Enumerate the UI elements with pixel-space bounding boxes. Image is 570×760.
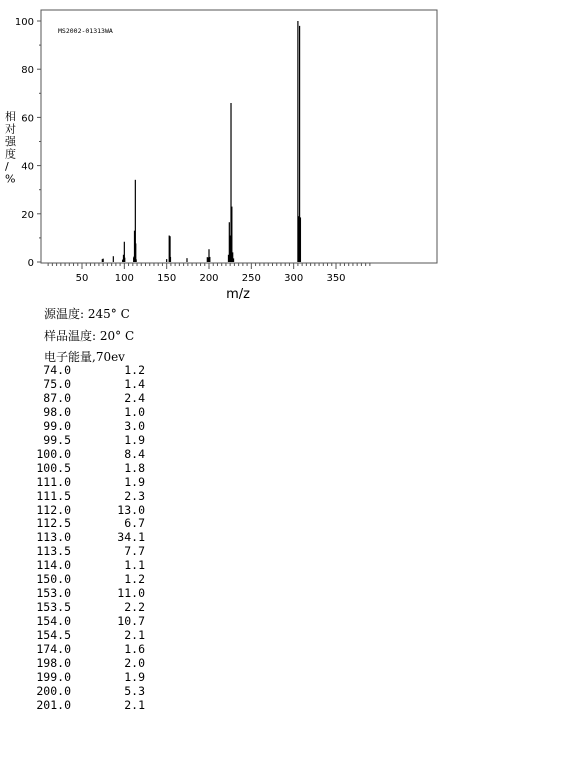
peak-row <box>33 490 145 504</box>
peak-row <box>33 462 145 476</box>
peak-mz: 153.0 <box>36 586 71 601</box>
peak-mz: 112.0 <box>36 502 71 517</box>
peak-intensity: 5.3 <box>124 683 145 698</box>
peak-row <box>33 643 145 657</box>
peak-row <box>33 504 145 518</box>
peak-intensity: 10.7 <box>117 614 145 629</box>
y-axis-label <box>5 109 17 186</box>
peak-mz: 87.0 <box>43 390 71 405</box>
peak-mz: 98.0 <box>43 404 71 419</box>
plot-frame <box>41 10 437 263</box>
peak-mz: 113.5 <box>36 544 71 559</box>
peak-intensity: 1.1 <box>124 558 145 573</box>
peak-mz: 200.0 <box>36 683 71 698</box>
peak-intensity: 2.4 <box>124 390 145 405</box>
y-axis-label-char: 对 <box>5 122 16 136</box>
peak-intensity: 11.0 <box>117 586 145 601</box>
peak-mz: 198.0 <box>36 656 71 671</box>
peak-mz: 201.0 <box>36 697 71 712</box>
peak-mz: 153.5 <box>36 600 71 615</box>
peak-row <box>33 587 145 601</box>
peak-intensity: 1.4 <box>124 376 145 391</box>
y-tick-label: 100 <box>14 17 34 28</box>
electron-energy: 电子能量,70ev <box>44 350 125 364</box>
peak-row <box>33 685 145 699</box>
x-tick-label: 350 <box>326 273 346 284</box>
peak-intensity: 8.4 <box>124 446 145 461</box>
x-tick-label: 50 <box>75 273 89 284</box>
peak-row <box>33 671 145 685</box>
y-axis-label-char: 度 <box>5 147 16 161</box>
peak-mz: 100.0 <box>36 446 71 461</box>
peak-intensity: 1.2 <box>124 572 145 587</box>
spectrum-peaks <box>102 21 300 262</box>
peak-row <box>33 629 145 643</box>
y-axis-label-char: 相 <box>5 110 16 123</box>
peak-intensity: 1.8 <box>124 460 145 475</box>
y-tick-label: 0 <box>27 258 34 269</box>
peak-row <box>33 406 145 420</box>
peak-row <box>33 573 145 587</box>
peak-row <box>33 392 145 406</box>
sample-id-label: MS2002-01313WA <box>58 27 113 35</box>
x-tick-label: 300 <box>284 273 304 284</box>
y-axis-label-char: 强 <box>5 135 16 148</box>
peak-mz: 112.5 <box>36 516 71 531</box>
peak-mz: 111.5 <box>36 488 71 503</box>
peak-intensity: 2.3 <box>124 488 145 503</box>
x-tick-label: 200 <box>199 273 219 284</box>
peak-row <box>33 364 145 378</box>
peak-intensity: 2.2 <box>124 600 145 615</box>
sample-temperature: 样品温度: 20° C <box>44 329 135 343</box>
peak-mz: 154.0 <box>36 614 71 629</box>
x-tick-label: 150 <box>157 273 177 284</box>
peak-row <box>33 545 145 559</box>
x-axis-label: m/z <box>226 287 250 302</box>
peak-intensity: 1.9 <box>124 474 145 489</box>
peak-intensity: 1.9 <box>124 432 145 447</box>
peak-intensity: 1.2 <box>124 363 145 377</box>
y-tick-label: 40 <box>21 161 34 173</box>
peak-intensity: 2.1 <box>124 628 145 643</box>
peak-mz: 154.5 <box>36 628 71 643</box>
peak-intensity: 1.9 <box>124 669 145 684</box>
peak-row <box>33 559 145 573</box>
y-axis-label-char: % <box>5 172 16 186</box>
peak-mz: 114.0 <box>36 558 71 573</box>
peak-row <box>33 517 145 531</box>
peak-intensity: 3.0 <box>124 418 145 433</box>
x-tick-label: 250 <box>241 273 261 284</box>
source-temperature: 源温度: 245° C <box>44 307 130 321</box>
peak-row <box>33 657 145 671</box>
peak-intensity: 13.0 <box>117 502 145 517</box>
peak-row <box>33 601 145 615</box>
peak-intensity: 1.6 <box>124 642 145 657</box>
peak-table <box>33 364 145 713</box>
peak-row <box>33 531 145 545</box>
x-tick-label: 100 <box>114 273 134 284</box>
peak-row <box>33 615 145 629</box>
mass-spectrum-chart <box>0 0 570 305</box>
peak-mz: 74.0 <box>43 363 71 377</box>
peak-intensity: 6.7 <box>124 516 145 531</box>
peak-mz: 199.0 <box>36 669 71 684</box>
peak-intensity: 2.0 <box>124 656 145 671</box>
peak-mz: 111.0 <box>36 474 71 489</box>
peak-mz: 75.0 <box>43 376 71 391</box>
peak-intensity: 2.1 <box>124 697 145 712</box>
peak-mz: 113.0 <box>36 530 71 545</box>
peak-intensity: 7.7 <box>124 544 145 559</box>
peak-mz: 150.0 <box>36 572 71 587</box>
peak-intensity: 34.1 <box>117 530 145 545</box>
peak-mz: 99.5 <box>43 432 71 447</box>
peak-intensity: 1.0 <box>124 404 145 419</box>
y-tick-label: 20 <box>21 209 34 221</box>
peak-row <box>33 420 145 434</box>
peak-row <box>33 448 145 462</box>
peak-row <box>33 434 145 448</box>
y-axis-label-char: / <box>5 160 9 173</box>
y-tick-label: 60 <box>21 113 34 125</box>
peak-row <box>33 378 145 392</box>
peak-row <box>33 699 145 713</box>
peak-mz: 100.5 <box>36 460 71 475</box>
peak-mz: 99.0 <box>43 418 71 433</box>
y-tick-label: 80 <box>21 65 34 77</box>
peak-row <box>33 476 145 490</box>
y-axis <box>15 17 41 269</box>
peak-mz: 174.0 <box>36 642 71 657</box>
x-axis <box>48 263 370 284</box>
